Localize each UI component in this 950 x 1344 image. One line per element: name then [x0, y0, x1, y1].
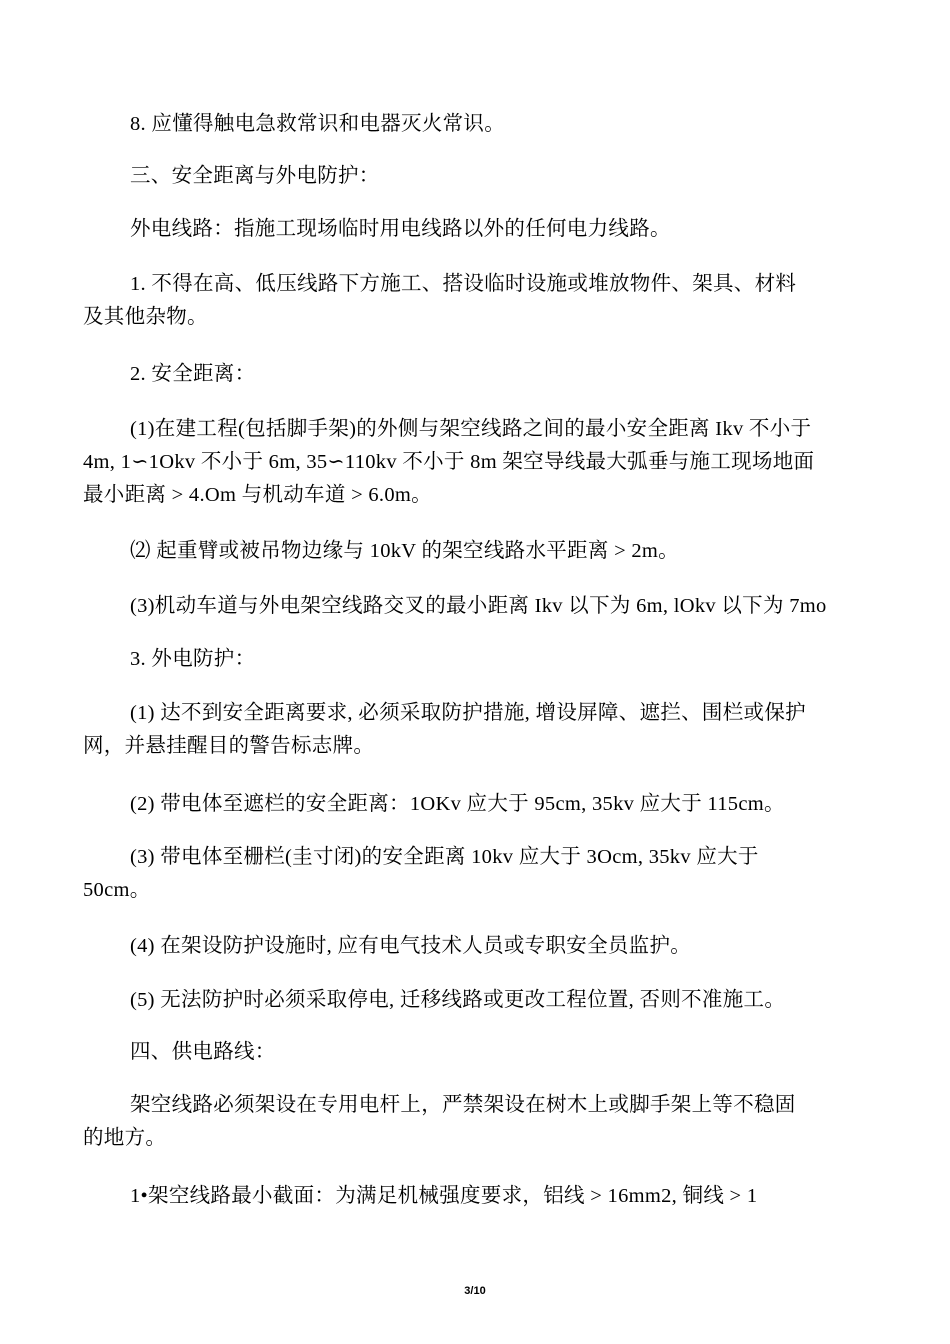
paragraph-protection-2 [83, 788, 863, 821]
paragraph-line: 网，并悬挂醒目的警告标志牌。 [83, 735, 375, 757]
paragraph-line: 四、供电路线： [130, 1041, 276, 1063]
paragraph-line: 的地方。 [83, 1127, 167, 1149]
paragraph-line: (1)在建工程(包括脚手架)的外侧与架空线路之间的最小安全距离 Ikv 不小于 [130, 418, 812, 440]
paragraph-line: 4m, 1∽1Okv 不小于 6m, 35∽110kv 不小于 8m 架空导线最大弧垂与施工现场地面 [83, 451, 815, 473]
paragraph-line: (5) 无法防护时必须采取停电, 迁移线路或更改工程位置, 否则不准施工。 [130, 989, 786, 1011]
paragraph-line: 最小距离 > 4.Om 与机动车道 > 6.0m。 [83, 484, 432, 506]
paragraph-sub-2 [83, 535, 863, 568]
page-number: 3/10 [464, 1285, 486, 1297]
paragraph-protection-5 [83, 984, 863, 1017]
paragraph-item-2 [83, 358, 863, 391]
paragraph-line: (3) 带电体至栅栏(圭寸闭)的安全距离 10kv 应大于 3Ocm, 35kv 应大于 [130, 846, 759, 868]
paragraph-protection-3 [83, 841, 863, 907]
paragraph-line: 及其他杂物。 [83, 306, 208, 328]
paragraph-min-section [83, 1180, 863, 1213]
paragraph-line: 50cm。 [83, 879, 151, 901]
paragraph-line: (1) 达不到安全距离要求, 必须采取防护措施, 增设屏障、遮拦、围栏或保护 [130, 702, 806, 724]
paragraph-sub-1 [83, 413, 863, 512]
paragraph-line: (3)机动车道与外电架空线路交叉的最小距离 Ikv 以下为 6m, lOkv 以下为 7mo [130, 595, 827, 617]
paragraph-line: 1•架空线路最小截面：为满足机械强度要求，铝线 > 16mm2, 铜线 > 1 [130, 1185, 758, 1207]
paragraph-protection-1 [83, 697, 863, 763]
paragraph-line: (4) 在架设防护设施时, 应有电气技术人员或专职安全员监护。 [130, 935, 692, 957]
paragraph-line: 外电线路：指施工现场临时用电线路以外的任何电力线路。 [130, 218, 671, 240]
paragraph-overhead-lines [83, 1089, 863, 1155]
paragraph-line: 8. 应懂得触电急救常识和电器灭火常识。 [130, 113, 505, 135]
paragraph-1 [83, 108, 863, 141]
paragraph-definition [83, 213, 863, 246]
paragraph-line: 3. 外电防护： [130, 648, 256, 670]
paragraph-line: (2) 带电体至遮栏的安全距离：1OKv 应大于 95cm, 35kv 应大于 115cm。 [130, 793, 785, 815]
section-heading-3 [83, 160, 863, 193]
paragraph-line: 1. 不得在高、低压线路下方施工、搭设临时设施或堆放物件、架具、材料 [130, 273, 797, 295]
paragraph-line: ⑵ 起重臂或被吊物边缘与 10kV 的架空线路水平距离 > 2m。 [130, 540, 679, 562]
paragraph-item-3 [83, 643, 863, 676]
paragraph-protection-4 [83, 930, 863, 963]
paragraph-line: 架空线路必须架设在专用电杆上，严禁架设在树木上或脚手架上等不稳固 [130, 1094, 796, 1116]
section-heading-4 [83, 1036, 863, 1069]
paragraph-sub-3 [83, 590, 863, 623]
paragraph-item-1 [83, 268, 863, 334]
paragraph-line: 三、安全距离与外电防护： [130, 165, 380, 187]
paragraph-line: 2. 安全距离： [130, 363, 256, 385]
